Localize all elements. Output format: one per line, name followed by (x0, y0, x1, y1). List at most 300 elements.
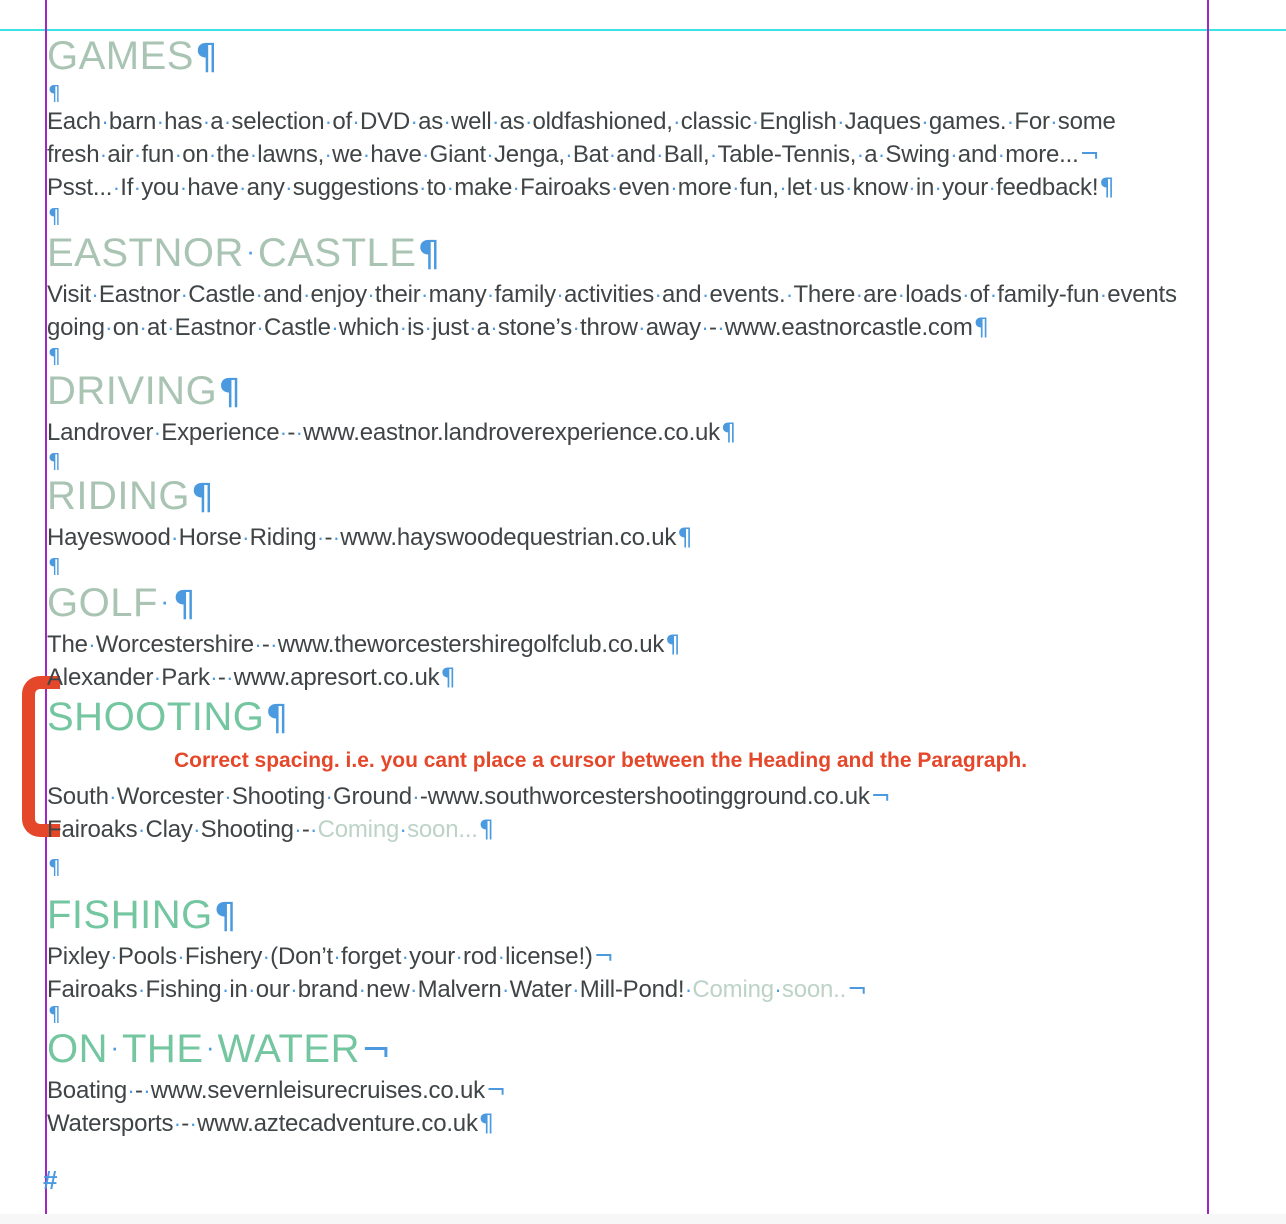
space-dot: · (153, 420, 161, 445)
space-dot: · (446, 175, 454, 200)
word: SHOOTING (47, 695, 265, 739)
text-line (47, 278, 1213, 311)
word: and (616, 141, 656, 168)
word: Each (47, 108, 101, 135)
space-dot: · (399, 817, 407, 842)
word: FISHING (47, 893, 213, 937)
space-dot: · (205, 1032, 216, 1062)
space-dot: · (988, 175, 996, 200)
space-dot: · (673, 109, 681, 134)
word: soon.. (781, 976, 847, 1003)
space-dot: · (137, 817, 145, 842)
word: www.apresort.co.uk (233, 664, 440, 691)
word: Landrover (47, 419, 154, 446)
word: oldfashioned, (532, 108, 673, 135)
word: Jaques (844, 108, 921, 135)
word: let (786, 174, 812, 201)
word: Giant (429, 141, 486, 168)
pilcrow-mark: ¶ (48, 855, 61, 879)
space-dot: · (419, 175, 427, 200)
line-break-mark: ¬ (870, 782, 891, 810)
text-line (47, 973, 1213, 1006)
word: rod (463, 943, 498, 970)
space-dot: · (950, 142, 958, 167)
word: at (147, 314, 167, 341)
word: know (852, 174, 908, 201)
heading-fishing (47, 892, 1213, 940)
text-line (47, 105, 1213, 138)
word: Table-Tennis, (717, 141, 857, 168)
space-dot: · (324, 109, 332, 134)
word: make (454, 174, 513, 201)
word: have (187, 174, 239, 201)
space-dot: · (88, 632, 96, 657)
word: Watersports (47, 1110, 174, 1137)
space-dot: · (179, 175, 187, 200)
word: - (217, 664, 226, 691)
word: Castle (263, 314, 331, 341)
spacing-annotation: Correct spacing. i.e. you cant place a cursor between the Heading and the Paragraph. (174, 749, 1028, 772)
word: in (229, 976, 248, 1003)
space-dot: · (133, 175, 141, 200)
word: English (759, 108, 837, 135)
word: events. (709, 281, 786, 308)
word: (Don’t (270, 943, 333, 970)
pilcrow-mark: ¶ (48, 449, 61, 473)
empty-paragraph (47, 344, 1213, 368)
text-line (47, 416, 1213, 449)
word: suggestions (292, 174, 419, 201)
word: WATER (217, 1027, 360, 1071)
word: DRIVING (47, 369, 218, 413)
text-line (47, 1074, 1213, 1107)
empty-paragraph (47, 449, 1213, 473)
space-dot: · (490, 315, 498, 340)
space-dot: · (785, 282, 794, 307)
word: Hayeswood (47, 524, 171, 551)
text-line (47, 780, 1213, 813)
space-dot: · (316, 525, 325, 550)
word: Shooting (231, 783, 326, 810)
space-dot: · (221, 977, 229, 1002)
word: your (409, 943, 456, 970)
word: For (1014, 108, 1050, 135)
word: Visit (47, 281, 91, 308)
space-dot: · (110, 944, 118, 969)
space-dot: · (856, 142, 864, 167)
word: more... (1005, 141, 1079, 168)
word: and (957, 141, 998, 168)
space-dot: · (502, 977, 510, 1002)
pilcrow-mark: ¶ (417, 234, 441, 275)
space-dot: · (1050, 109, 1058, 134)
space-dot: · (290, 977, 298, 1002)
space-dot: · (654, 282, 662, 307)
word: barn (108, 108, 157, 135)
space-dot: · (921, 109, 929, 134)
pilcrow-mark: ¶ (440, 663, 456, 691)
word: new (366, 976, 410, 1003)
heading-shooting (47, 694, 1213, 742)
space-dot: · (410, 977, 418, 1002)
word: lawns, (257, 141, 325, 168)
word: ON (47, 1027, 108, 1071)
word: Eastnor (98, 281, 181, 308)
word: If (120, 174, 134, 201)
space-dot: · (112, 175, 120, 200)
word: - (261, 631, 270, 658)
space-dot: · (210, 665, 218, 690)
space-dot: · (486, 282, 495, 307)
space-dot: · (524, 109, 533, 134)
document-content[interactable] (43, 33, 1213, 1196)
space-dot: · (105, 315, 113, 340)
space-dot: · (352, 109, 360, 134)
empty-paragraph (47, 204, 1213, 228)
space-dot: · (331, 315, 339, 340)
space-dot: · (110, 1032, 120, 1062)
word: events (1107, 281, 1177, 308)
space-dot: · (701, 282, 710, 307)
word: your (942, 174, 989, 201)
word: Coming (692, 976, 774, 1003)
word: Shooting (200, 816, 294, 843)
space-dot: · (270, 632, 278, 657)
word: license!) (505, 943, 593, 970)
pilcrow-mark: ¶ (478, 1109, 494, 1137)
word: Eastnor (174, 314, 256, 341)
word: their (374, 281, 421, 308)
space-dot: · (401, 944, 409, 969)
word: to (426, 174, 447, 201)
text-line (47, 138, 1213, 171)
pilcrow-mark: ¶ (191, 477, 215, 518)
space-dot: · (127, 1078, 135, 1103)
space-dot: · (246, 236, 256, 266)
word: even (618, 174, 670, 201)
word: of (332, 108, 352, 135)
word: activities (563, 281, 655, 308)
word: many (428, 281, 487, 308)
word: Fairoaks (520, 174, 611, 201)
word: family (494, 281, 556, 308)
space-dot: · (422, 142, 430, 167)
word: THE (122, 1027, 204, 1071)
word: in (915, 174, 935, 201)
word: a (476, 314, 490, 341)
word: any (246, 174, 285, 201)
word: Fishery (184, 943, 263, 970)
word: have (370, 141, 422, 168)
word: EASTNOR (47, 231, 244, 275)
text-line (47, 171, 1213, 204)
space-dot: · (608, 142, 616, 167)
space-dot: · (167, 315, 175, 340)
space-dot: · (701, 315, 709, 340)
space-dot: · (173, 1111, 181, 1136)
space-dot: · (177, 944, 185, 969)
space-dot: · (109, 784, 117, 809)
space-dot: · (99, 142, 107, 167)
pilcrow-mark: ¶ (213, 896, 238, 937)
word: the (216, 141, 250, 168)
word: brand (297, 976, 359, 1003)
word: South (47, 783, 109, 810)
pilcrow-mark: ¶ (48, 554, 61, 578)
word: GOLF (47, 581, 158, 625)
space-dot: · (224, 784, 232, 809)
space-dot: · (908, 175, 916, 200)
pilcrow-mark: ¶ (665, 630, 681, 658)
space-dot: · (133, 142, 141, 167)
space-dot: · (160, 586, 170, 616)
word: more (677, 174, 732, 201)
text-line (47, 1107, 1213, 1140)
space-dot: · (656, 142, 664, 167)
heading-on-the-water (47, 1024, 1213, 1074)
space-dot: · (180, 282, 188, 307)
space-dot: · (223, 109, 231, 134)
empty-paragraph (47, 554, 1213, 578)
text-line (47, 940, 1213, 973)
word: fun (141, 141, 175, 168)
space-dot: · (249, 142, 257, 167)
space-dot: · (837, 109, 845, 134)
word: - (287, 419, 296, 446)
space-dot: · (399, 315, 407, 340)
space-dot: · (279, 420, 287, 445)
word: -www.southworcestershootingground.co.uk (419, 783, 870, 810)
space-dot: · (310, 817, 318, 842)
space-dot: · (779, 175, 787, 200)
word: and (662, 281, 702, 308)
space-dot: · (91, 282, 99, 307)
space-dot: · (684, 977, 692, 1002)
word: Park (161, 664, 210, 691)
word: on (112, 314, 140, 341)
page-bottom-edge (0, 1214, 1286, 1224)
pilcrow-mark: ¶ (48, 344, 61, 368)
line-break-mark: ¬ (1079, 140, 1100, 168)
space-dot: · (812, 175, 820, 200)
space-dot: · (174, 142, 182, 167)
space-dot: · (512, 175, 520, 200)
text-line (47, 311, 1213, 344)
space-dot: · (638, 315, 646, 340)
space-dot: · (565, 142, 573, 167)
space-dot: · (424, 315, 432, 340)
word: us (819, 174, 845, 201)
space-dot: · (845, 175, 853, 200)
space-dot: · (362, 142, 370, 167)
space-dot: · (1006, 109, 1014, 134)
text-line (47, 521, 1213, 554)
heading-driving (47, 368, 1213, 416)
pilcrow-mark: ¶ (721, 418, 737, 446)
space-dot: · (239, 175, 247, 200)
space-dot: · (189, 1111, 197, 1136)
cyan-guide-line (0, 29, 1286, 31)
word: www.aztecadventure.co.uk (197, 1110, 478, 1137)
word: stone’s (497, 314, 573, 341)
space-dot: · (670, 175, 678, 200)
word: loads (905, 281, 962, 308)
text-line (47, 628, 1213, 661)
word: Worcestershire (95, 631, 254, 658)
word: classic (680, 108, 752, 135)
word: throw (580, 314, 638, 341)
space-dot: · (1099, 282, 1107, 307)
word: Pixley (47, 943, 110, 970)
space-dot: · (934, 175, 942, 200)
word: Alexander (47, 664, 154, 691)
word: away (645, 314, 701, 341)
word: forget (340, 943, 402, 970)
word: There (793, 281, 856, 308)
space-dot: · (732, 175, 740, 200)
word: www.theworcestershiregolfclub.co.uk (277, 631, 665, 658)
heading-riding (47, 473, 1213, 521)
word: www.eastnor.landroverexperience.co.uk (303, 419, 720, 446)
space-dot: · (156, 109, 164, 134)
word: www.eastnorcastle.com (724, 314, 973, 341)
space-dot: · (242, 525, 250, 550)
space-dot: · (572, 977, 580, 1002)
word: Boating (47, 1077, 127, 1104)
space-dot: · (325, 784, 333, 809)
space-dot: · (962, 282, 970, 307)
space-dot: · (226, 665, 234, 690)
space-dot: · (989, 282, 997, 307)
space-dot: · (248, 977, 256, 1002)
space-dot: · (469, 315, 477, 340)
space-dot: · (751, 109, 759, 134)
pilcrow-mark: ¶ (48, 81, 61, 105)
space-dot: · (497, 944, 505, 969)
space-dot: · (101, 109, 109, 134)
word: Mill-Pond! (579, 976, 685, 1003)
word: a (210, 108, 224, 135)
word: of (969, 281, 990, 308)
space-dot: · (294, 817, 302, 842)
space-dot: · (332, 525, 340, 550)
space-dot: · (556, 282, 564, 307)
space-dot: · (367, 282, 375, 307)
word: enjoy (310, 281, 367, 308)
word: Malvern (417, 976, 502, 1003)
empty-paragraph (47, 846, 1213, 892)
space-dot: · (193, 817, 201, 842)
word: selection (231, 108, 325, 135)
word: fresh (47, 141, 100, 168)
heading-games (47, 33, 1213, 81)
word: as (418, 108, 444, 135)
space-dot: · (295, 420, 303, 445)
pilcrow-mark: ¶ (218, 372, 242, 413)
word: Bat (572, 141, 609, 168)
word: soon... (407, 816, 478, 843)
word: GAMES (47, 34, 194, 78)
word: are (863, 281, 898, 308)
word: Ground (333, 783, 412, 810)
word: Psst... (47, 174, 113, 201)
word: you (141, 174, 180, 201)
word: Swing (885, 141, 950, 168)
word: Water (509, 976, 572, 1003)
word: family-fun (997, 281, 1100, 308)
space-dot: · (285, 175, 293, 200)
word: Horse (178, 524, 242, 551)
space-dot: · (208, 142, 217, 167)
word: has (164, 108, 203, 135)
word: some (1057, 108, 1116, 135)
word: we (332, 141, 363, 168)
space-dot: · (709, 142, 718, 167)
word: feedback! (996, 174, 1099, 201)
empty-paragraph (47, 1002, 1213, 1026)
word: Ball, (663, 141, 710, 168)
space-dot: · (153, 665, 161, 690)
heading-eastnor-castle (47, 228, 1213, 278)
word: www.severnleisurecruises.co.uk (150, 1077, 485, 1104)
space-dot: · (486, 142, 494, 167)
word: Experience (161, 419, 280, 446)
word: well (451, 108, 492, 135)
word: air (107, 141, 134, 168)
word: Castle (188, 281, 256, 308)
pilcrow-mark: ¶ (265, 698, 289, 739)
space-dot: · (410, 109, 418, 134)
space-dot: · (491, 109, 500, 134)
word: going (47, 314, 105, 341)
anchor-mark: # (43, 1165, 58, 1195)
word: our (255, 976, 290, 1003)
pilcrow-mark: ¶ (973, 313, 989, 341)
space-dot: · (171, 525, 179, 550)
space-dot: · (255, 282, 263, 307)
word: on (182, 141, 209, 168)
word: Fishing (145, 976, 222, 1003)
word: Pools (117, 943, 177, 970)
word: a (864, 141, 878, 168)
text-line (47, 661, 1213, 694)
space-dot: · (256, 315, 264, 340)
space-dot: · (997, 142, 1005, 167)
word: DVD (359, 108, 411, 135)
space-dot: · (333, 944, 341, 969)
word: which (338, 314, 400, 341)
space-dot: · (855, 282, 863, 307)
word: - (708, 314, 717, 341)
space-dot: · (262, 944, 270, 969)
word: Fairoaks (47, 976, 138, 1003)
word: Fairoaks (47, 816, 138, 843)
space-dot: · (412, 784, 420, 809)
word: The (47, 631, 88, 658)
word: RIDING (47, 474, 190, 518)
pilcrow-mark: ¶ (48, 204, 61, 228)
pilcrow-mark: ¶ (478, 815, 494, 843)
pilcrow-mark: ¶ (48, 1002, 61, 1026)
word: - (324, 524, 333, 551)
line-break-mark: ¬ (593, 942, 614, 970)
space-dot: · (139, 315, 147, 340)
word: and (263, 281, 303, 308)
space-dot: · (137, 977, 145, 1002)
space-dot: · (877, 142, 885, 167)
space-dot: · (443, 109, 451, 134)
space-dot: · (254, 632, 262, 657)
